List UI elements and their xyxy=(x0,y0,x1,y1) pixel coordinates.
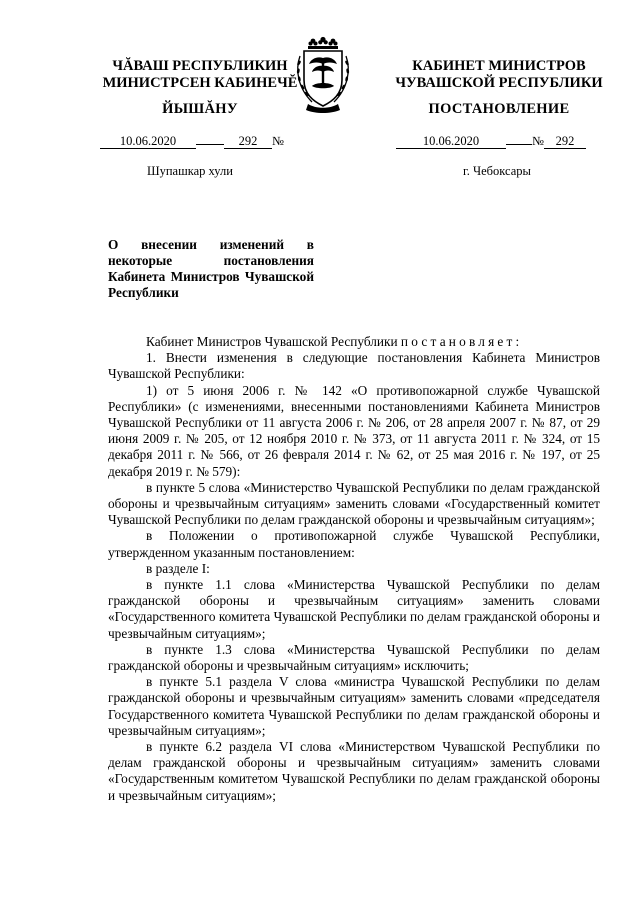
left-org-title xyxy=(100,58,300,92)
left-no-sign: № xyxy=(272,134,284,148)
body-paragraph-10: в пункте 6.2 раздела VI слова «Министерством Чувашской Республики по делам гражданской обороны и чрезвычайным ситуациям» заменить словами «Государственным комитетом Чувашской Республики по делам гражданской обороны и чрезвычайным ситуациям»; xyxy=(108,739,600,803)
place-right: г. Чебоксары xyxy=(463,164,531,178)
right-number: 292 xyxy=(544,134,586,149)
body-paragraph-4: в пункте 5 слова «Министерство Чувашской Республики по делам гражданской обороны и чрезвычайным ситуациям» заменить словами «Государственный комитет Чувашской Республики по делам гражданской обороны и чрезвычайным ситуациям»; xyxy=(108,479,600,528)
body-paragraph-1: Кабинет Министров Чувашской Республики постановляет: xyxy=(146,334,523,349)
left-org-title-line1: ЧĂВАШ РЕСПУБЛИКИН xyxy=(112,58,288,74)
right-number-line xyxy=(396,134,586,149)
body-paragraph-8: в пункте 1.3 слова «Министерства Чувашской Республики по делам гражданской обороны и чрезвычайным ситуациям» исключить; xyxy=(108,641,600,674)
body-paragraph-9: в пункте 5.1 раздела V слова «министра Чувашской Республики по делам гражданской обороны и чрезвычайным ситуациям» заменить словами «председателя Государственного комитета Чувашской Республики по делам гражданской обороны и чрезвычайным ситуациям»; xyxy=(108,674,600,738)
right-org-title-line2: ЧУВАШСКОЙ РЕСПУБЛИКИ xyxy=(395,75,603,91)
left-date: 10.06.2020 xyxy=(100,134,196,149)
body-paragraph-3: 1) от 5 июня 2006 г. № 142 «О противопожарной службе Чувашской Республики» (с изменениями, внесенными постановлениями Кабинета Министров Чувашской Республики от 11 августа 2006 г. № 206, от 28 апреля 2007 г. № 87, от 29 июня 2009 г. № 205, от 12 ноября 2010 г. № 373, от 11 августа 2011 г. № 324, от 15 декабря 2011 г. № 566, от 26 февраля 2014 г. № 62, от 25 мая 2016 г. № 197, от 25 декабря 2019 г. № 579): xyxy=(108,382,600,479)
place-left: Шупашкар хули xyxy=(147,164,233,178)
left-org-title-line2: МИНИСТРСЕН КАБИНЕЧĔ xyxy=(102,75,298,91)
body-paragraph-2: 1. Внести изменения в следующие постановления Кабинета Министров Чувашской Республики: xyxy=(108,350,600,382)
document-body xyxy=(108,334,600,804)
right-org-title-line1: КАБИНЕТ МИНИСТРОВ xyxy=(412,58,586,74)
body-paragraph-5: в Положении о противопожарной службе Чувашской Республики, утвержденном указанным постановлением: xyxy=(108,528,600,560)
right-doc-type: ПОСТАНОВЛЕНИЕ xyxy=(428,101,570,117)
right-date: 10.06.2020 xyxy=(396,134,506,149)
body-paragraph-6: в разделе I: xyxy=(146,560,210,576)
left-doc-type: ЙЫШĂНУ xyxy=(162,101,238,117)
chuvash-emblem-icon xyxy=(294,36,352,114)
left-number: 292 xyxy=(224,134,272,149)
right-no-sign: № xyxy=(532,134,544,148)
body-paragraph-7: в пункте 1.1 слова «Министерства Чувашской Республики по делам гражданской обороны и чрезвычайным ситуациям» заменить словами «Государственного комитета Чувашской Республики по делам гражданской обороны и чрезвычайным ситуациям»; xyxy=(108,577,600,641)
left-number-line xyxy=(100,134,284,149)
right-org-title xyxy=(390,58,608,92)
document-subject: О внесении изменений в некоторые постановления Кабинета Министров Чувашской Республики xyxy=(108,237,314,300)
